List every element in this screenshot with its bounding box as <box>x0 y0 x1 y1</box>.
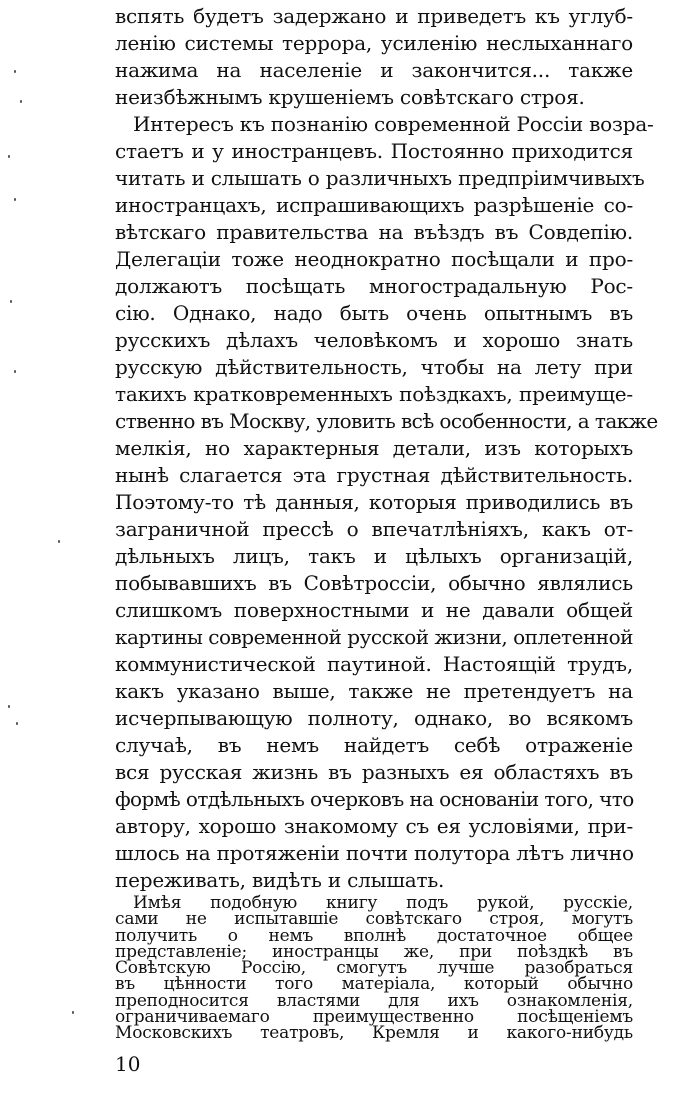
text-line: какъ указано выше, также не претендуетъ на <box>115 679 633 703</box>
text-line: вѣтскаго правительства на въѣздъ въ Совдепію. <box>115 220 633 244</box>
text-line: мелкія, но характерныя детали, изъ которыхъ <box>115 436 633 460</box>
scan-speck <box>14 198 16 201</box>
text-line: неизбѣжнымъ крушеніемъ совѣтскаго строя. <box>115 85 585 109</box>
text-line: переживать, видѣть и слышать. <box>115 868 445 892</box>
text-line: вспять будетъ задержано и приведетъ къ углуб- <box>115 4 633 28</box>
text-line: читать и слышать о различныхъ предпріимчивыхъ <box>115 166 645 190</box>
text-line: ленію системы террора, усиленію неслыханнаго <box>115 31 633 55</box>
text-line: формѣ отдѣльныхъ очерковъ на основаніи того, что <box>115 787 634 811</box>
text-line: русскихъ дѣлахъ человѣкомъ и хорошо знать <box>115 328 633 352</box>
text-line: иностранцахъ, испрашивающихъ разрѣшеніе со- <box>115 193 633 217</box>
scan-speck <box>16 722 18 725</box>
scan-speck <box>58 540 60 543</box>
text-line: Московскихъ театровъ, Кремля и какого-нибудь <box>115 1023 633 1043</box>
text-line: вся русская жизнь въ разныхъ ея областяхъ въ <box>115 760 633 784</box>
text-line: ственно въ Москву, уловить всѣ особенности, а также <box>115 409 658 433</box>
text-line: русскую дѣйствительность, чтобы на лету при <box>115 355 633 379</box>
scan-speck <box>14 70 16 73</box>
text-line: должаютъ посѣщать многострадальную Рос- <box>115 274 633 298</box>
text-line: автору, хорошо знакомому съ ея условіями, при- <box>115 814 633 838</box>
text-line: Поэтому-то тѣ данныя, которыя приводились въ <box>115 490 633 514</box>
text-line: стаетъ и у иностранцевъ. Постоянно приходится <box>115 139 633 163</box>
scan-speck <box>8 155 10 158</box>
text-line: сами не испытавшіе совѣтскаго строя, могутъ <box>115 909 633 930</box>
text-line: Делегаціи тоже неоднократно посѣщали и про- <box>115 247 633 271</box>
text-line: Интересъ къ познанію современной Россіи возра- <box>133 112 654 136</box>
text-line: нажима на населеніе и закончится... также <box>115 58 633 82</box>
scan-speck <box>8 705 10 708</box>
text-line: ограничиваемаго преимущественно посѣщеніемъ <box>115 1006 633 1027</box>
scan-speck <box>20 100 22 103</box>
text-line: побывавшихъ въ Совѣтроссіи, обычно являлись <box>115 571 633 595</box>
text-line: шлось на протяженіи почти полутора лѣтъ лично <box>115 841 634 865</box>
text-line: заграничной прессѣ о впечатлѣніяхъ, какъ от- <box>115 517 633 541</box>
scan-speck <box>14 370 16 373</box>
text-line: картины современной русской жизни, оплетенной <box>115 625 633 649</box>
text-line: такихъ кратковременныхъ поѣздкахъ, преимуще- <box>115 382 633 406</box>
text-line: представленіе; иностранцы же, при поѣздкѣ въ <box>115 941 633 962</box>
text-line: Совѣтскую Россію, смогутъ лучше разобраться <box>115 958 633 978</box>
text-line: дѣльныхъ лицъ, такъ и цѣлыхъ организацій, <box>115 544 633 568</box>
text-line: нынѣ слагается эта грустная дѣйствительность. <box>115 463 633 487</box>
text-line: Имѣя подобную книгу подъ рукой, русскіе, <box>133 893 633 913</box>
page-number: 10 <box>115 1052 141 1076</box>
text-line: преподносится властями для ихъ ознакомленія, <box>115 990 633 1011</box>
text-line: получить о немъ вполнѣ достаточное общее <box>115 925 633 946</box>
text-line: въ цѣнности того матеріала, который обычно <box>115 974 633 995</box>
text-line: коммунистической паутиной. Настоящій трудъ, <box>115 652 633 676</box>
scan-speck <box>10 300 12 303</box>
scan-speck <box>72 1011 74 1014</box>
text-line: исчерпывающую полноту, однако, во всякомъ <box>115 706 633 730</box>
text-line: сію. Однако, надо быть очень опытнымъ въ <box>115 301 633 325</box>
text-line: случаѣ, въ немъ найдетъ себѣ отраженіе <box>115 733 633 757</box>
text-line: слишкомъ поверхностными и не давали общей <box>115 598 633 622</box>
